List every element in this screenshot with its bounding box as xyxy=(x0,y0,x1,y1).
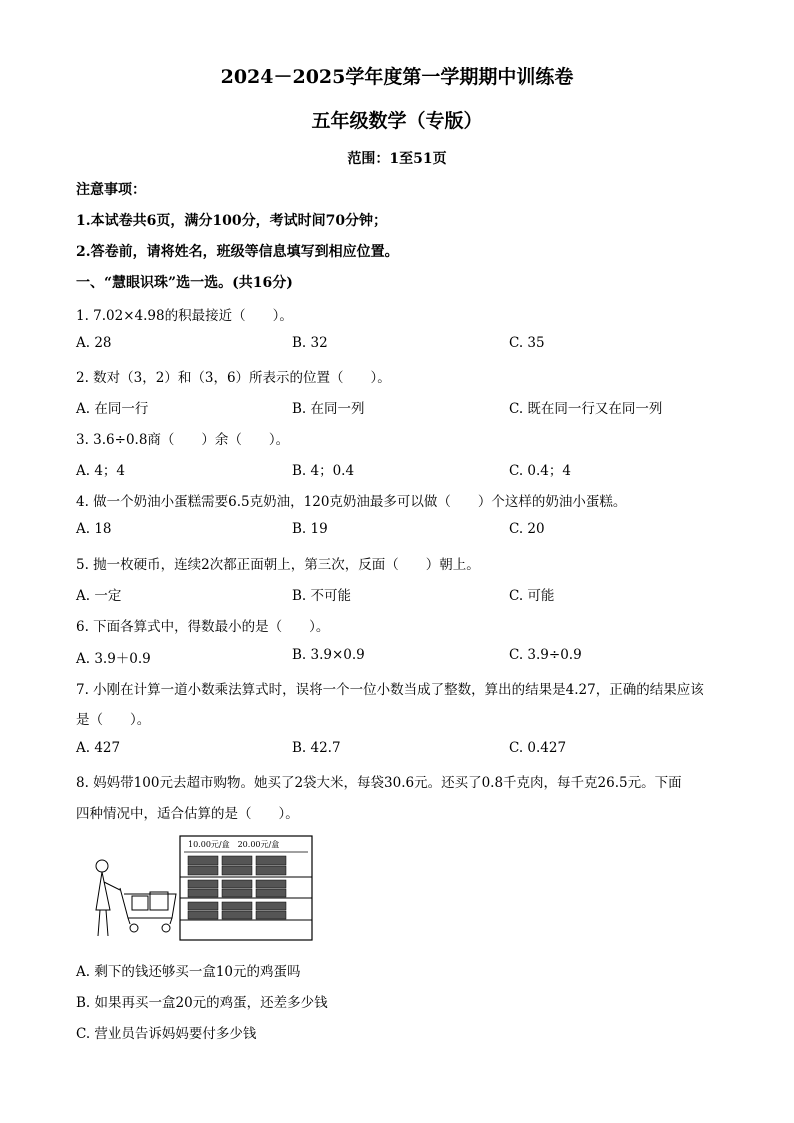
option-c: C. 0.4；4 xyxy=(509,463,571,479)
question-stem: 4. 做一个奶油小蛋糕需要6.5克奶油，120克奶油最多可以做（ ）个这样的奶油小蛋糕。 xyxy=(76,494,627,510)
option-a: A. 在同一行 xyxy=(76,401,149,417)
page-range: 范围：1至51页 xyxy=(347,151,447,167)
option-c: C. 既在同一行又在同一列 xyxy=(509,401,663,417)
question-stem-cont: 四种情况中，适合估算的是（ ）。 xyxy=(76,806,299,822)
option-b: B. 不可能 xyxy=(292,588,352,604)
option-a: A. 18 xyxy=(76,521,112,537)
note-item: 1.本试卷共6页，满分100分，考试时间70分钟； xyxy=(76,213,388,229)
option-c: C. 可能 xyxy=(509,588,555,604)
option-a: A. 一定 xyxy=(76,588,122,604)
option-a: A. 4；4 xyxy=(76,463,126,479)
option-c: C. 35 xyxy=(509,335,545,351)
cart-icon xyxy=(120,888,176,932)
question-stem: 5. 抛一枚硬币，连续2次都正面朝上，第三次，反面（ ）朝上。 xyxy=(76,557,480,573)
option-b: B. 42.7 xyxy=(292,740,341,756)
notes-heading: 注意事项： xyxy=(76,182,146,198)
option-c: C. 3.9÷0.9 xyxy=(509,647,582,663)
question-stem: 1. 7.02×4.98的积最接近（ ）。 xyxy=(76,308,293,324)
option-a: A. 3.9＋0.9 xyxy=(76,651,151,667)
option-c: C. 0.427 xyxy=(509,740,567,756)
option-a: A. 28 xyxy=(76,335,112,351)
egg-boxes xyxy=(188,856,286,919)
option-a: A. 剩下的钱还够买一盒10元的鸡蛋吗 xyxy=(76,964,301,980)
option-b: B. 4；0.4 xyxy=(292,463,355,479)
option-b: B. 3.9×0.9 xyxy=(292,647,365,663)
note-item: 2.答卷前，请将姓名，班级等信息填写到相应位置。 xyxy=(76,244,399,260)
page-subtitle: 五年级数学（专版） xyxy=(311,110,483,132)
option-b: B. 如果再买一盒20元的鸡蛋，还差多少钱 xyxy=(76,995,328,1011)
question-stem: 7. 小刚在计算一道小数乘法算式时，误将一个一位小数当成了整数，算出的结果是4.27，正确的结果应该 xyxy=(76,682,704,698)
price-sign: 10.00元/盒 20.00元/盒 xyxy=(188,840,280,849)
question-stem: 8. 妈妈带100元去超市购物。她买了2袋大米，每袋30.6元。还买了0.8千克肉，每千克26.5元。下面 xyxy=(76,775,682,791)
section-heading: 一、“慧眼识珠”选一选。(共16分) xyxy=(76,275,293,291)
shopper-figure xyxy=(96,860,120,936)
option-b: B. 19 xyxy=(292,521,328,537)
option-b: B. 32 xyxy=(292,335,328,351)
page-title: 2024－2025学年度第一学期期中训练卷 xyxy=(220,66,574,88)
option-c: C. 营业员告诉妈妈要付多少钱 xyxy=(76,1026,257,1042)
option-c: C. 20 xyxy=(509,521,545,537)
option-a: A. 427 xyxy=(76,740,121,756)
question-stem: 6. 下面各算式中，得数最小的是（ ）。 xyxy=(76,619,330,635)
option-b: B. 在同一列 xyxy=(292,401,365,417)
question-stem: 2. 数对（3，2）和（3，6）所表示的位置（ ）。 xyxy=(76,370,391,386)
question-stem: 3. 3.6÷0.8商（ ）余（ ）。 xyxy=(76,432,290,448)
shopping-illustration xyxy=(80,832,320,942)
question-stem-cont: 是（ ）。 xyxy=(76,712,151,728)
